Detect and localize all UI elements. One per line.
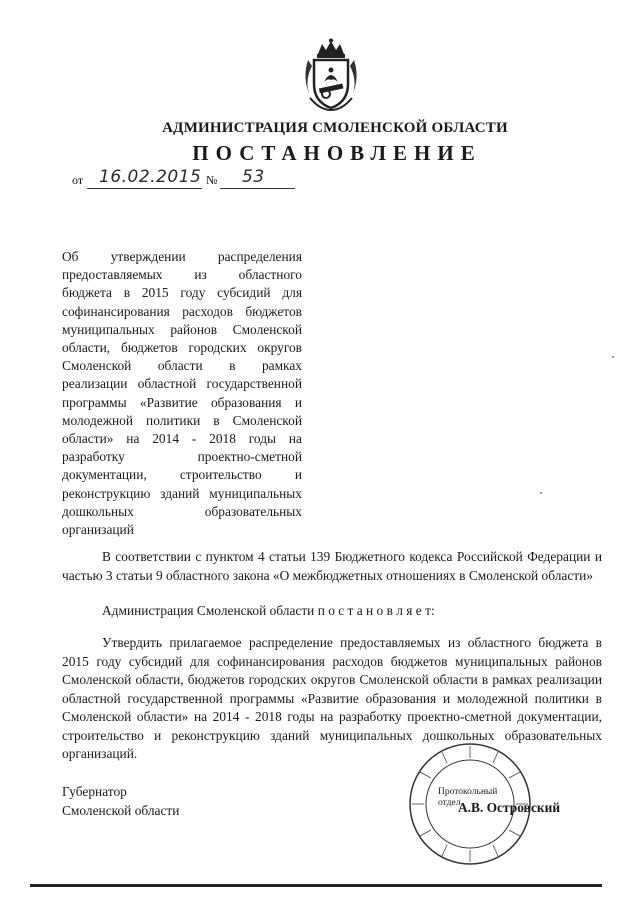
subject-line: предоставляемых из областного [62, 267, 302, 283]
body-paragraph-legal-basis: В соответствии с пунктом 4 статьи 139 Бюджетного кодекса Российской Федерации и частью 3 статьи 9 областного закона «О межбюджетных отношениях в Смоленской области» [62, 549, 602, 583]
document-subject [62, 248, 302, 539]
organization-name: АДМИНИСТРАЦИЯ СМОЛЕНСКОЙ ОБЛАСТИ [162, 120, 508, 136]
date-value: 16.02.2015 [99, 167, 202, 187]
subject-line: документации, строительство и [62, 467, 302, 483]
body-paragraph-resolution: Утвердить прилагаемое распределение предоставляемых из областного бюджета в 2015 году субсидий для софинансирования расходов бюджетов муниципальных районов Смоленской области, бюджетов городских округов Смоленской области в рамках реализации областной государственной программы «Развитие образования и молодежной политики в Смоленской области» на 2014 - 2018 годы на разработку проектно-сметной документации, строительство и реконструкцию зданий муниципальных дошкольных образовательных организаций. [62, 635, 602, 761]
subject-line: дошкольных образовательных [62, 503, 302, 519]
date-number-line [72, 167, 312, 192]
number-label: № [206, 173, 218, 187]
document-type-title: ПОСТАНОВЛЕНИЕ [192, 141, 482, 165]
position-line: Смоленской области [62, 802, 180, 818]
subject-line: организаций [62, 522, 134, 538]
stamp-line: Протокольный [438, 787, 498, 797]
stamp-line: отдел [438, 798, 461, 808]
body-paragraph-decree: Администрация Смоленской области п о с т а н о в л я е т: [102, 603, 435, 618]
subject-line: реализации областной государственной [62, 376, 302, 392]
position-line: Губернатор [62, 784, 127, 799]
bottom-border-line [30, 884, 602, 887]
signatory-name: А.В. Островский [458, 800, 561, 815]
subject-line: муниципальных районов Смоленской [62, 321, 302, 337]
scan-speck [612, 356, 614, 358]
date-label: от [72, 173, 84, 187]
number-value: 53 [242, 167, 265, 187]
subject-line: бюджета в 2015 году субсидий для [62, 285, 302, 301]
subject-line: реконструкцию зданий муниципальных [62, 485, 302, 501]
number-field [220, 167, 295, 189]
smolensk-coat-of-arms-icon [300, 38, 362, 112]
subject-line: разработку проектно-сметной [62, 449, 302, 465]
subject-line: области» на 2014 - 2018 годы на [62, 431, 302, 447]
subject-line: молодежной политики в Смоленской [62, 412, 302, 428]
subject-line: Смоленской области в рамках [62, 358, 302, 374]
subject-line: Об утверждении распределения [62, 249, 302, 264]
date-field [87, 167, 202, 189]
subject-line: области, бюджетов городских округов [62, 340, 302, 356]
subject-line: софинансирования расходов бюджетов [62, 303, 302, 319]
signatory-position [62, 783, 179, 820]
scan-speck [540, 492, 542, 494]
subject-line: программы «Развитие образования и [62, 394, 302, 410]
